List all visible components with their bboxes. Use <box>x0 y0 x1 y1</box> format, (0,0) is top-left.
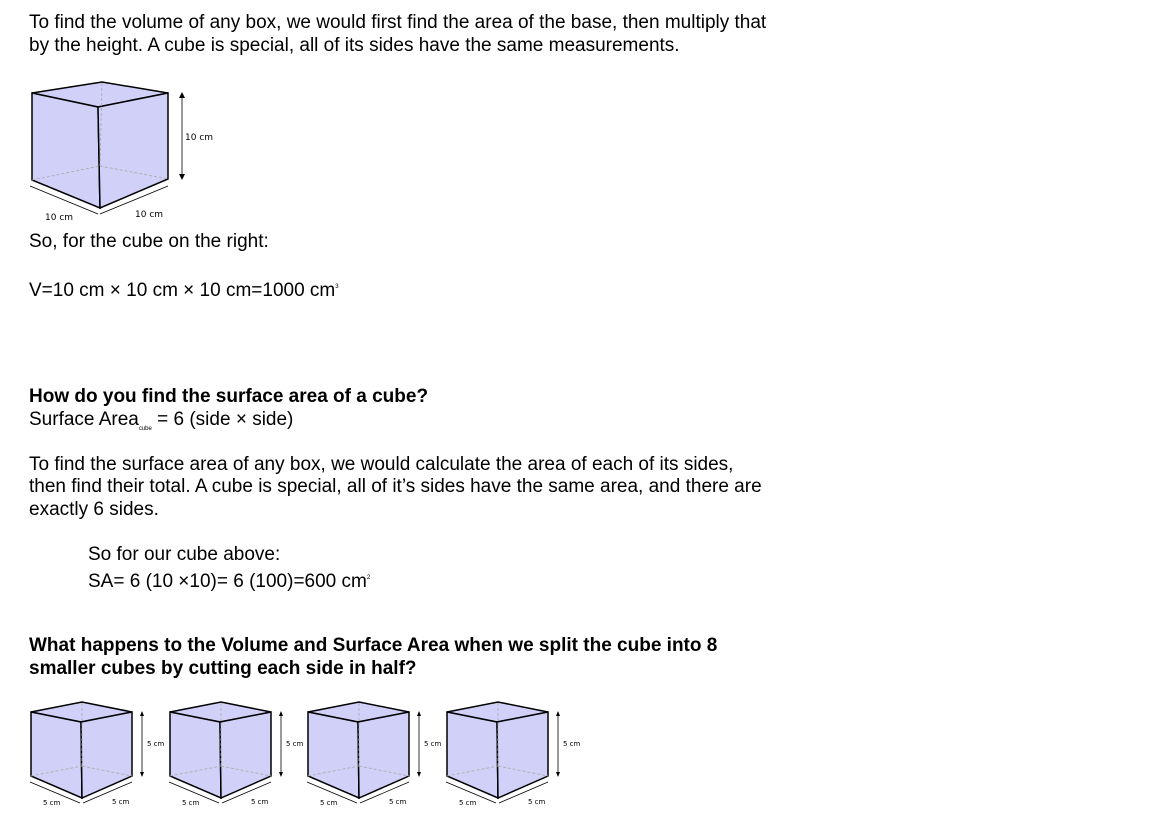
surface-area-example-formula <box>88 567 370 594</box>
volume-formula-text: V=10 cm × 10 cm × 10 cm=1000 cm <box>29 280 336 301</box>
left-label: 5 cm <box>320 799 338 807</box>
volume-formula <box>29 276 339 303</box>
large-cube-diagram <box>28 82 228 227</box>
right-label: 5 cm <box>112 798 130 806</box>
right-label: 5 cm <box>389 798 407 806</box>
front-left-label: 10 cm <box>45 213 74 223</box>
volume-example-lead: So, for the cube on the right: <box>29 231 269 252</box>
surface-area-rule: = 6 (side × side) <box>151 409 294 430</box>
surface-area-label: Surface Area <box>29 409 139 430</box>
arrow-icon <box>279 711 283 716</box>
cube-left-face <box>170 712 221 798</box>
small-cube-diagram <box>28 702 168 812</box>
arrow-icon <box>556 711 560 716</box>
height-label: 5 cm <box>286 740 304 748</box>
small-cube-diagram <box>167 702 307 812</box>
right-label: 5 cm <box>251 798 269 806</box>
surface-area-formula <box>29 409 293 440</box>
split-question-line-2: smaller cubes by cutting each side in half? <box>29 658 417 679</box>
height-label: 10 cm <box>185 133 214 143</box>
surface-area-example-lead: So for our cube above: <box>88 544 281 565</box>
left-label: 5 cm <box>459 799 477 807</box>
arrow-icon <box>417 772 421 777</box>
surface-area-paragraph-line-2: then find their total. A cube is special, all of it’s sides have the same area, and there are <box>29 476 762 497</box>
height-label: 5 cm <box>563 740 581 748</box>
small-cubes-row <box>0 702 1152 814</box>
split-question-line-1: What happens to the Volume and Surface Area when we split the cube into 8 <box>29 635 718 656</box>
front-right-label: 10 cm <box>135 210 164 220</box>
volume-intro-line-2: by the height. A cube is special, all of its sides have the same measurements. <box>29 35 680 56</box>
arrow-icon <box>556 772 560 777</box>
surface-area-paragraph-line-1: To find the surface area of any box, we would calculate the area of each of its sides, <box>29 454 734 475</box>
arrow-icon <box>417 711 421 716</box>
small-cube-diagram <box>444 702 584 812</box>
volume-exponent: 3 <box>335 284 339 290</box>
left-label: 5 cm <box>43 799 61 807</box>
right-label: 5 cm <box>528 798 546 806</box>
volume-intro-line-1: To find the volume of any box, we would first find the area of the base, then multiply that <box>29 12 767 33</box>
small-cube-diagram <box>305 702 445 812</box>
surface-area-subscript: cube <box>138 425 152 432</box>
cube-left-face <box>308 712 359 798</box>
surface-area-question: How do you find the surface area of a cube? <box>29 386 429 407</box>
left-label: 5 cm <box>182 799 200 807</box>
cube-left-face <box>447 712 498 798</box>
arrow-icon <box>279 772 283 777</box>
height-label: 5 cm <box>147 740 165 748</box>
arrow-icon <box>140 711 144 716</box>
height-label: 5 cm <box>424 740 442 748</box>
arrow-icon <box>179 92 185 98</box>
arrow-icon <box>140 772 144 777</box>
surface-area-exponent: 2 <box>366 575 371 581</box>
arrow-icon <box>179 174 185 180</box>
surface-area-paragraph-line-3: exactly 6 sides. <box>29 499 159 520</box>
cube-left-face <box>31 712 82 798</box>
surface-area-example-text: SA= 6 (10 ×10)= 6 (100)=600 cm <box>88 571 367 592</box>
